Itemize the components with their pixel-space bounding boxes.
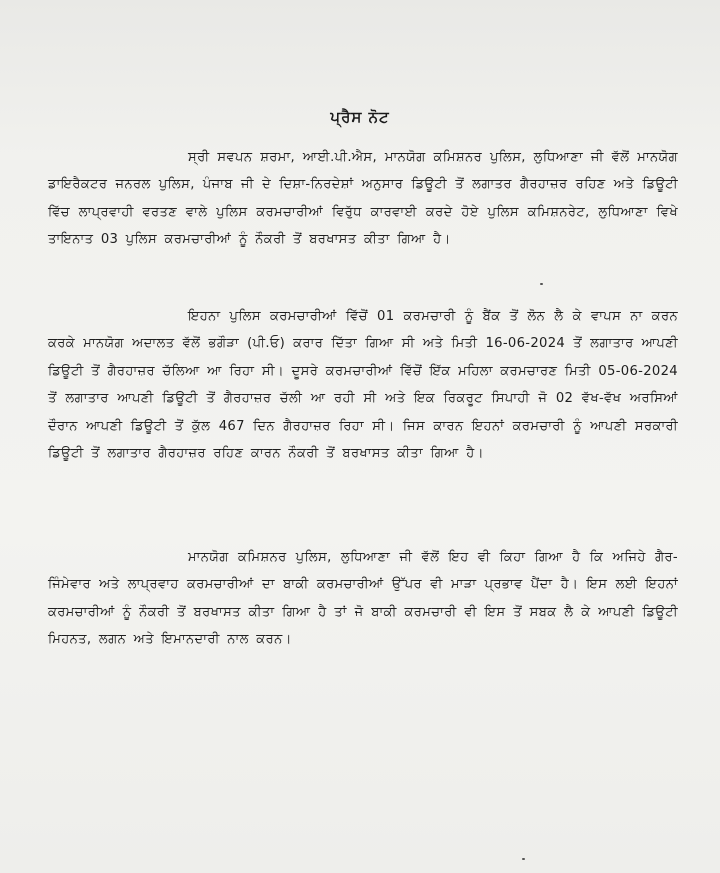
- paper-speck: [540, 283, 543, 285]
- paragraph-2: ਇਹਨਾ ਪੁਲਿਸ ਕਰਮਚਾਰੀਆਂ ਵਿੱਚੋਂ 01 ਕਰਮਚਾਰੀ ਨੂੰ ਬੈਂਕ ਤੋਂ ਲੋਨ ਲੈ ਕੇ ਵਾਪਸ ਨਾ ਕਰਨ ਕਰਕੇ ਮਾਨਯੋਗ ਅਦਾਲਤ ਵੱਲੋਂ ਭਗੌੜਾ (ਪੀ.ਓ) ਕਰਾਰ ਦਿੱਤਾ ਗਿਆ ਸੀ ਅਤੇ ਮਿਤੀ 16-06-2024 ਤੋਂ ਲਗਾਤਾਰ ਆਪਣੀ ਡਿਊਟੀ ਤੋਂ ਗੈਰਹਾਜ਼ਰ ਚੱਲਿਆ ਆ ਰਿਹਾ ਸੀ। ਦੂਸਰੇ ਕਰਮਚਾਰੀਆਂ ਵਿੱਚੋਂ ਇੱਕ ਮਹਿਲਾ ਕਰਮਚਾਰਣ ਮਿਤੀ 05-06-2024 ਤੋਂ ਲਗਾਤਾਰ ਆਪਣੀ ਡਿਊਟੀ ਤੋਂ ਗੈਰਹਾਜ਼ਰ ਚੱਲੀ ਆ ਰਹੀ ਸੀ ਅਤੇ ਇਕ ਰਿਕਰੂਟ ਸਿਪਾਹੀ ਜੋ 02 ਵੱਖ-ਵੱਖ ਅਰਸਿਆਂ ਦੌਰਾਨ ਆਪਣੀ ਡਿਊਟੀ ਤੋਂ ਕੁੱਲ 467 ਦਿਨ ਗੈਰਹਾਜ਼ਰ ਰਿਹਾ ਸੀ। ਜਿਸ ਕਾਰਨ ਇਹਨਾਂ ਕਰਮਚਾਰੀ ਨੂੰ ਆਪਣੀ ਸਰਕਾਰੀ ਡਿਊਟੀ ਤੋਂ ਲਗਾਤਾਰ ਗੈਰਹਾਜ਼ਰ ਰਹਿਣ ਕਾਰਨ ਨੌਕਰੀ ਤੋਂ ਬਰਖਾਸਤ ਕੀਤਾ ਗਿਆ ਹੈ।: [48, 309, 678, 462]
- paragraph-3: ਮਾਨਯੋਗ ਕਮਿਸ਼ਨਰ ਪੁਲਿਸ, ਲੁਧਿਆਣਾ ਜੀ ਵੱਲੋਂ ਇਹ ਵੀ ਕਿਹਾ ਗਿਆ ਹੈ ਕਿ ਅਜਿਹੇ ਗੈਰ-ਜਿੰਮੇਵਾਰ ਅਤੇ ਲਾਪ੍ਰਵਾਹ ਕਰਮਚਾਰੀਆਂ ਦਾ ਬਾਕੀ ਕਰਮਚਾਰੀਆਂ ਉੱਪਰ ਵੀ ਮਾੜਾ ਪ੍ਰਭਾਵ ਪੈਂਦਾ ਹੈ। ਇਸ ਲਈ ਇਹਨਾਂ ਕਰਮਚਾਰੀਆਂ ਨੂੰ ਨੌਕਰੀ ਤੋਂ ਬਰਖਾਸਤ ਕੀਤਾ ਗਿਆ ਹੈ ਤਾਂ ਜੋ ਬਾਕੀ ਕਰਮਚਾਰੀ ਵੀ ਇਸ ਤੋਂ ਸਬਕ ਲੈ ਕੇ ਆਪਣੀ ਡਿਊਟੀ ਮਿਹਨਤ, ਲਗਨ ਅਤੇ ਇਮਾਨਦਾਰੀ ਨਾਲ ਕਰਨ।: [48, 550, 678, 648]
- paper-speck: [522, 858, 525, 860]
- paragraph-1: ਸ੍ਰੀ ਸਵਪਨ ਸ਼ਰਮਾ, ਆਈ.ਪੀ.ਐਸ, ਮਾਨਯੋਗ ਕਮਿਸ਼ਨਰ ਪੁਲਿਸ, ਲੁਧਿਆਣਾ ਜੀ ਵੱਲੋਂ ਮਾਨਯੋਗ ਡਾਇਰੈਕਟਰ ਜਨਰਲ ਪੁਲਿਸ, ਪੰਜਾਬ ਜੀ ਦੇ ਦਿਸ਼ਾ-ਨਿਰਦੇਸ਼ਾਂ ਅਨੁਸਾਰ ਡਿਊਟੀ ਤੋਂ ਲਗਾਤਰ ਗੈਰਹਾਜ਼ਰ ਰਹਿਣ ਅਤੇ ਡਿਊਟੀ ਵਿੱਚ ਲਾਪ੍ਰਵਾਹੀ ਵਰਤਣ ਵਾਲੇ ਪੁਲਿਸ ਕਰਮਚਾਰੀਆਂ ਵਿਰੁੱਧ ਕਾਰਵਾਈ ਕਰਦੇ ਹੋਏ ਪੁਲਿਸ ਕਮਿਸ਼ਨਰੇਟ, ਲੁਧਿਆਣਾ ਵਿਖੇ ਤਾਇਨਾਤ 03 ਪੁਲਿਸ ਕਰਮਚਾਰੀਆਂ ਨੂੰ ਨੌਕਰੀ ਤੋਂ ਬਰਖਾਸਤ ਕੀਤਾ ਗਿਆ ਹੈ।: [48, 150, 678, 248]
- document-title: ਪ੍ਰੈਸ ਨੋਟ: [330, 108, 390, 126]
